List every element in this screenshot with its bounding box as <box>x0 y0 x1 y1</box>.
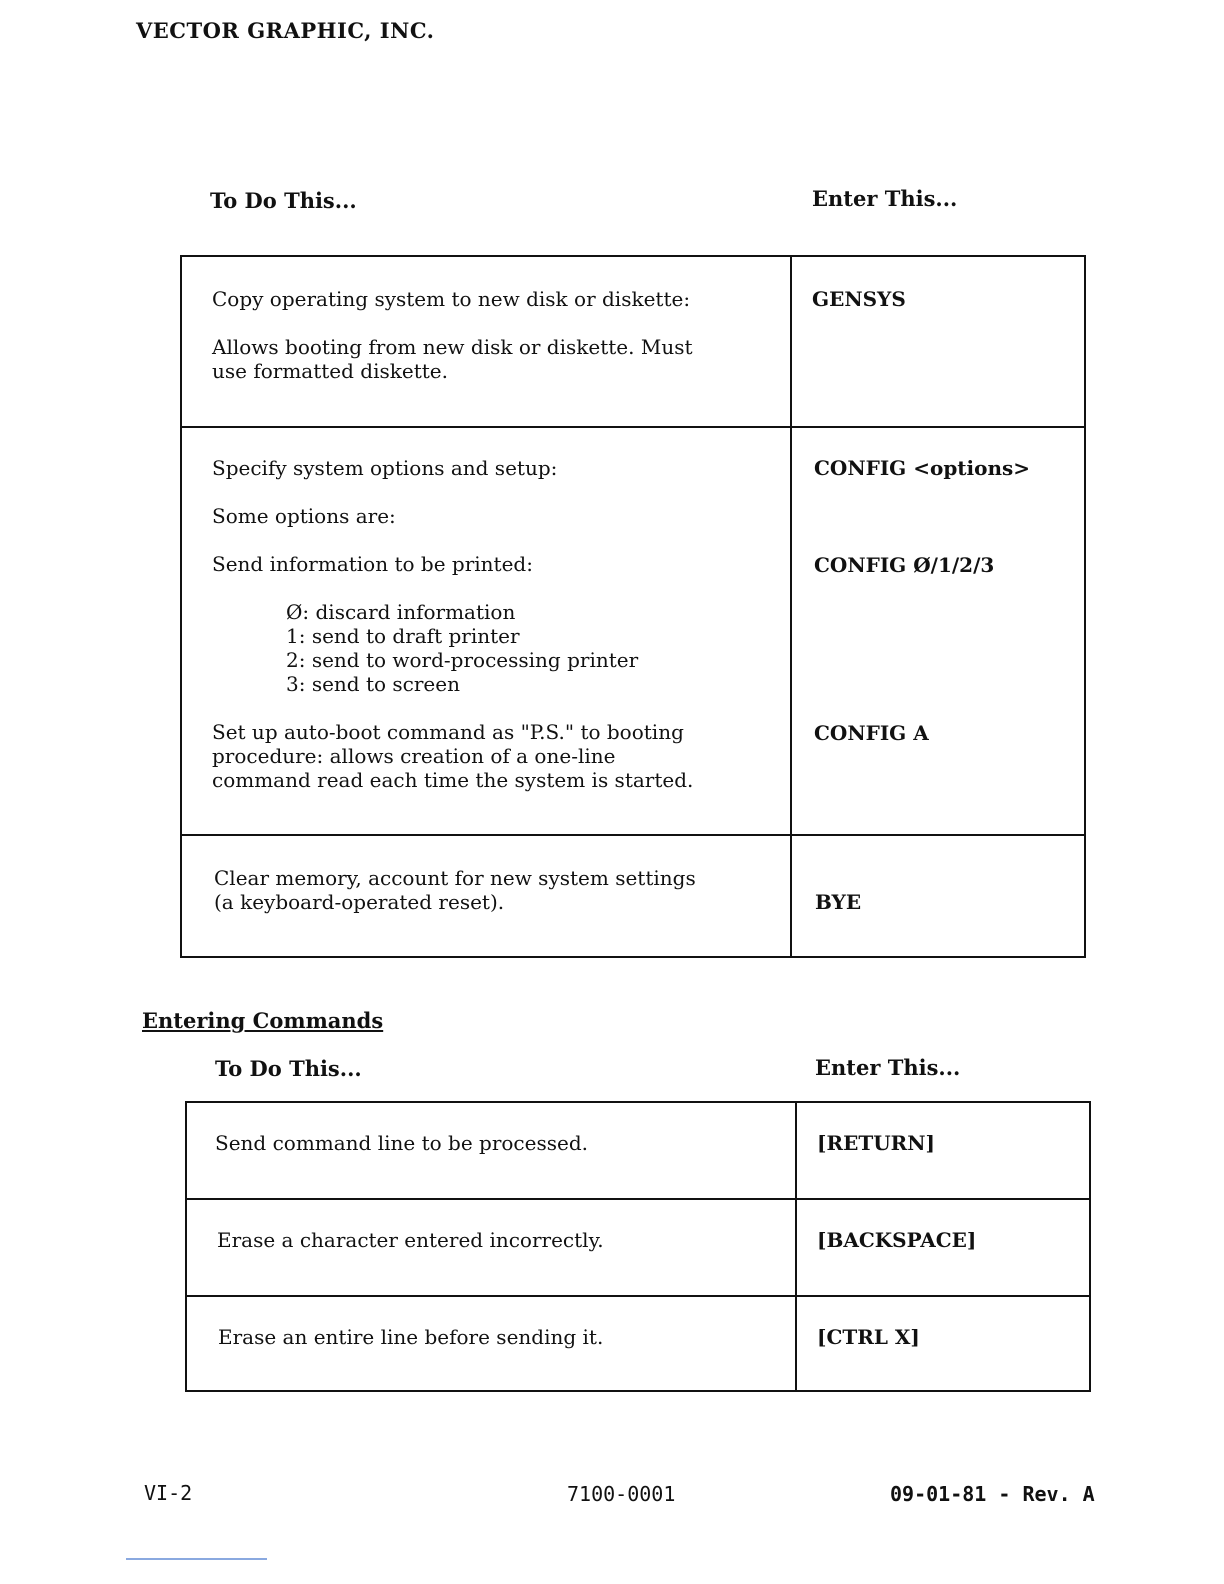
column-divider <box>795 1103 797 1390</box>
company-name: VECTOR GRAPHIC, INC. <box>136 18 435 43</box>
row-text-line <box>212 528 693 552</box>
row-text-line: procedure: allows creation of a one-line <box>212 744 616 768</box>
ctrl-x-key: [CTRL X] <box>817 1325 920 1349</box>
row-divider <box>187 1295 1089 1297</box>
row-text-line: use formatted diskette. <box>212 359 448 383</box>
row-text-line: Allows booting from new disk or diskette. Must <box>212 335 693 359</box>
document-number: 7100-0001 <box>567 1482 676 1506</box>
row-text-line: Specify system options and setup: <box>212 456 558 480</box>
table-row-ctrlx-description: Erase an entire line before sending it. <box>218 1325 604 1349</box>
option-item: 3: send to screen <box>286 672 460 696</box>
row-divider <box>187 1198 1089 1200</box>
option-list <box>212 600 693 696</box>
backspace-key: [BACKSPACE] <box>817 1228 977 1252</box>
revision-date: 09-01-81 - Rev. A <box>890 1482 1095 1506</box>
row-text-line: command read each time the system is started. <box>212 768 694 792</box>
table-row-config-description <box>212 456 693 792</box>
option-item: Ø: discard information <box>286 600 516 624</box>
gensys-command: GENSYS <box>812 287 906 311</box>
row-text-line: Copy operating system to new disk or diskette: <box>212 287 691 311</box>
table-row-backspace-description: Erase a character entered incorrectly. <box>217 1228 604 1252</box>
commands-table <box>180 255 1086 958</box>
option-item: 2: send to word-processing printer <box>286 648 639 672</box>
table1-col-right-heading: Enter This... <box>812 186 958 211</box>
footer-rule <box>126 1558 267 1560</box>
return-key: [RETURN] <box>817 1131 936 1155</box>
table-row-bye-description <box>214 866 696 914</box>
row-text-line <box>212 480 693 504</box>
column-divider <box>790 257 792 956</box>
row-text-line: Clear memory, account for new system settings <box>214 866 696 890</box>
table2-col-left-heading: To Do This... <box>215 1056 362 1081</box>
table1-col-left-heading: To Do This... <box>210 188 357 213</box>
config-printer-command: CONFIG Ø/1/2/3 <box>814 553 995 577</box>
table-row-return-description: Send command line to be processed. <box>215 1131 588 1155</box>
entering-commands-table <box>185 1101 1091 1392</box>
option-item: 1: send to draft printer <box>286 624 520 648</box>
bye-command: BYE <box>815 890 862 914</box>
table-row-gensys-description <box>212 287 693 383</box>
config-options-command: CONFIG <options> <box>814 456 1031 480</box>
row-text-line: Send information to be printed: <box>212 552 533 576</box>
section-title: Entering Commands <box>142 1008 384 1033</box>
row-divider <box>182 426 1084 428</box>
row-text-line <box>212 311 693 335</box>
page-number: VI-2 <box>144 1481 193 1505</box>
row-text-line: Some options are: <box>212 504 396 528</box>
config-autoboot-command: CONFIG A <box>814 721 929 745</box>
table2-col-right-heading: Enter This... <box>815 1055 961 1080</box>
row-text-line: (a keyboard-operated reset). <box>214 890 505 914</box>
row-text-line: Set up auto-boot command as "P.S." to booting <box>212 720 684 744</box>
row-divider <box>182 834 1084 836</box>
